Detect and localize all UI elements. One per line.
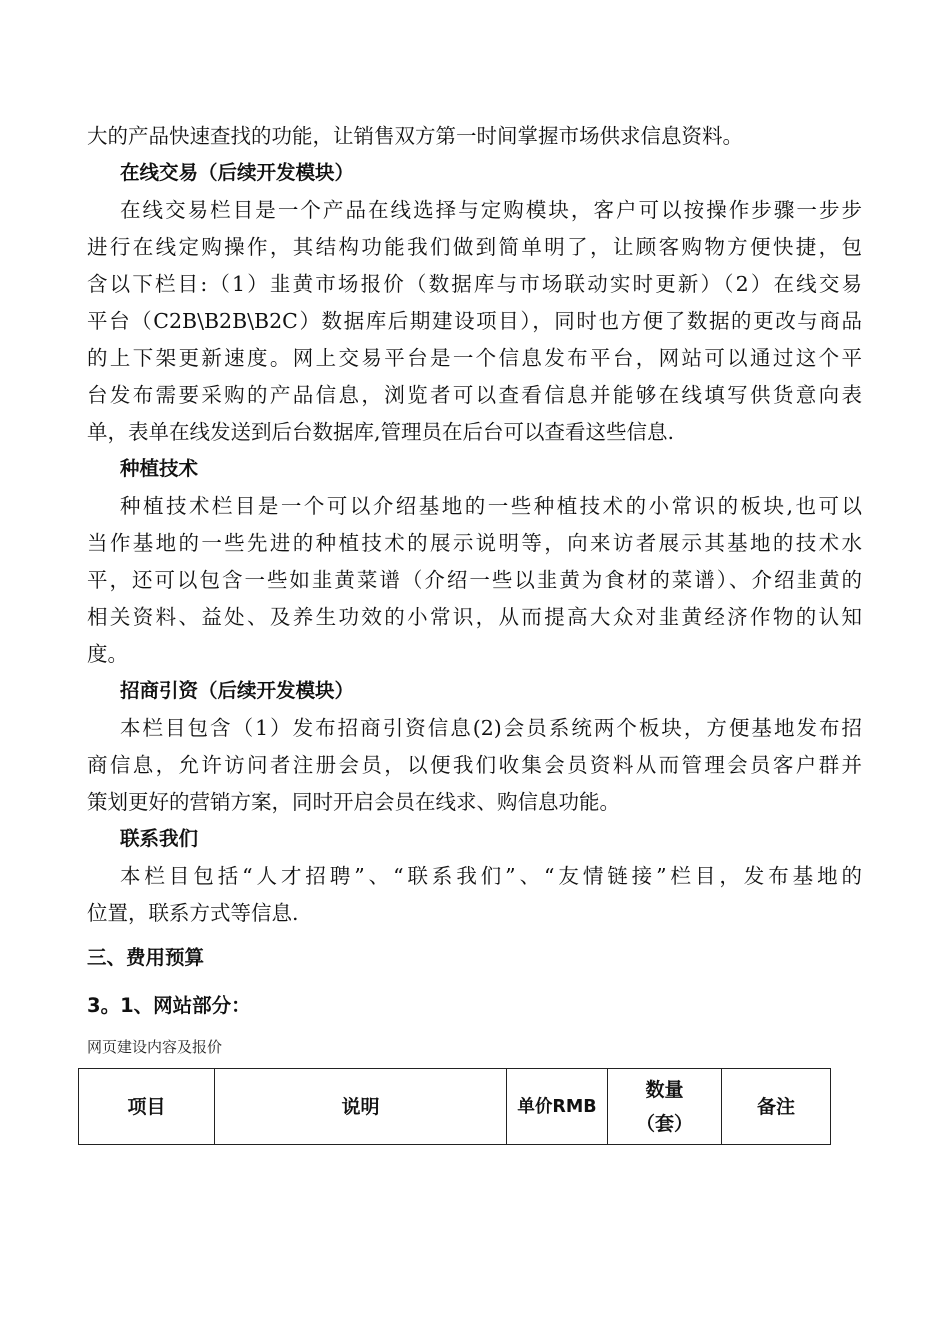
planting-line: 当作基地的一些先进的种植技术的展示说明等，向来访者展示其基地的技术水 bbox=[87, 531, 862, 555]
online-trade-line: 平台（C2B\B2B\B2C）数据库后期建设项目），同时也方便了数据的更改与商品 bbox=[87, 309, 862, 333]
online-trade-line: 单，表单在线发送到后台数据库,管理员在后台可以查看这些信息. bbox=[87, 420, 675, 444]
section-title-budget: 三、费用预算 bbox=[87, 946, 205, 969]
heading-planting: 种植技术 bbox=[120, 457, 199, 480]
header-quantity-line2: （套） bbox=[635, 1112, 693, 1135]
header-note: 备注 bbox=[722, 1069, 831, 1145]
subsection-title-website: 3。1、网站部分： bbox=[87, 994, 251, 1017]
online-trade-line: 在线交易栏目是一个产品在线选择与定购模块，客户可以按操作步骤一步步 bbox=[120, 198, 862, 222]
online-trade-line: 含以下栏目:（1）韭黄市场报价（数据库与市场联动实时更新）（2）在线交易 bbox=[87, 272, 862, 296]
investment-line: 策划更好的营销方案，同时开启会员在线求、购信息功能。 bbox=[87, 790, 620, 814]
online-trade-line: 的上下架更新速度。网上交易平台是一个信息发布平台，网站可以通过这个平 bbox=[87, 346, 862, 370]
online-trade-line: 台发布需要采购的产品信息，浏览者可以查看信息并能够在线填写供货意向表 bbox=[87, 383, 862, 407]
planting-line: 平，还可以包含一些如韭黄菜谱（介绍一些以韭黄为食材的菜谱）、介绍韭黄的 bbox=[87, 568, 862, 592]
investment-line: 商信息，允许访问者注册会员，以便我们收集会员资料从而管理会员客户群并 bbox=[87, 753, 862, 777]
paragraph-intro-tail: 大的产品快速查找的功能，让销售双方第一时间掌握市场供求信息资料。 bbox=[87, 124, 743, 148]
contact-line: 本栏目包括“人才招聘”、“联系我们”、“友情链接”栏目，发布基地的 bbox=[120, 864, 862, 888]
budget-table bbox=[78, 1068, 831, 1145]
contact-line: 位置，联系方式等信息. bbox=[87, 901, 299, 925]
header-quantity bbox=[608, 1069, 722, 1145]
heading-investment: 招商引资（后续开发模块） bbox=[120, 679, 355, 702]
online-trade-line: 进行在线定购操作，其结构功能我们做到简单明了，让顾客购物方便快捷，包 bbox=[87, 235, 862, 259]
investment-line: 本栏目包含（1）发布招商引资信息(2)会员系统两个板块，方便基地发布招 bbox=[120, 716, 862, 740]
planting-line: 种植技术栏目是一个可以介绍基地的一些种植技术的小常识的板块,也可以 bbox=[120, 494, 862, 518]
table-caption: 网页建设内容及报价 bbox=[87, 1038, 223, 1056]
header-quantity-line1: 数量 bbox=[645, 1078, 684, 1101]
heading-contact: 联系我们 bbox=[120, 827, 199, 850]
header-item: 项目 bbox=[79, 1069, 215, 1145]
header-unit-price: 单价RMB bbox=[507, 1069, 608, 1145]
planting-line: 度。 bbox=[87, 642, 128, 666]
planting-line: 相关资料、益处、及养生功效的小常识，从而提高大众对韭黄经济作物的认知 bbox=[87, 605, 862, 629]
heading-online-trade: 在线交易（后续开发模块） bbox=[120, 161, 355, 184]
header-description: 说明 bbox=[215, 1069, 507, 1145]
table-header-row bbox=[79, 1069, 831, 1145]
